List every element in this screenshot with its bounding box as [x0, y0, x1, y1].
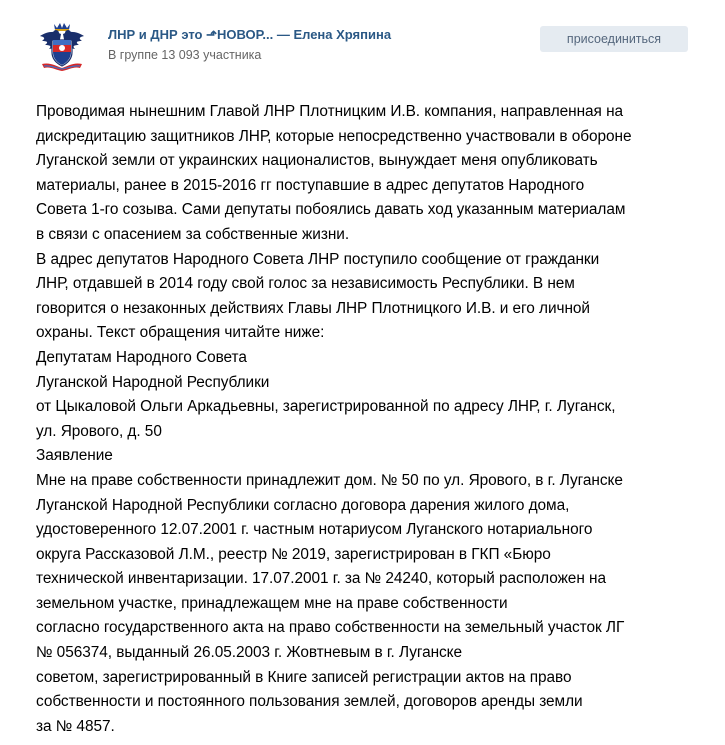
post-text-line: ул. Ярового, д. 50	[36, 422, 162, 440]
post-text-line: советом, зарегистрированный в Книге записей регистрации актов на право	[36, 668, 572, 686]
post-text-line: Луганской Народной Республики согласно договора дарения жилого дома,	[36, 496, 570, 514]
post-text-line: материалы, ранее в 2015-2016 гг поступавшие в адрес депутатов Народного	[36, 176, 585, 194]
group-members-count: В группе 13 093 участника	[108, 48, 262, 62]
post-header	[34, 18, 694, 74]
post-text-line: за № 4857.	[36, 717, 115, 735]
author-name-link[interactable]: Елена Хряпина	[293, 27, 392, 42]
post-text-line: Проводимая нынешним Главой ЛНР Плотницким И.В. компания, направленная на	[36, 103, 624, 120]
post-text-line: в связи с опасением за собственные жизни.	[36, 225, 350, 243]
join-group-button[interactable]: присоединиться	[540, 26, 688, 52]
post-text-line: согласно государственного акта на право собственности на земельный участок ЛГ	[36, 619, 625, 637]
post-text-line: Заявление	[36, 447, 113, 465]
post-text-line: дискредитацию защитников ЛНР, которые непосредственно участвовали в обороне	[36, 127, 632, 145]
post-text	[36, 100, 696, 739]
post-text-line: В адрес депутатов Народного Совета ЛНР поступило сообщение от гражданки	[36, 250, 600, 268]
author-separator: —	[276, 27, 290, 42]
post-text-line: № 056374, выданный 26.05.2003 г. Жовтневым в г. Луганске	[36, 644, 463, 662]
post-text-line: охраны. Текст обращения читайте ниже:	[36, 324, 325, 342]
post-text-line: Луганской земли от украинских националистов, вынуждает меня опубликовать	[36, 152, 598, 170]
post-text-line: округа Рассказовой Л.М., реестр № 2019, зарегистрирован в ГКП «Бюро	[36, 545, 551, 563]
post-text-line: технической инвентаризации. 17.07.2001 г. за № 24240, который расположен на	[36, 570, 606, 588]
post-text-line: от Цыкаловой Ольги Аркадьевны, зарегистрированной по адресу ЛНР, г. Луганск,	[36, 398, 616, 416]
post-text-line: ЛНР, отдавшей в 2014 году свой голос за независимость Республики. В нем	[36, 275, 575, 293]
author-line	[108, 27, 391, 43]
post-text-line: удостоверенного 12.07.2001 г. частным нотариусом Луганского нотариального	[36, 521, 593, 539]
group-avatar[interactable]	[34, 18, 90, 74]
post-text-line: Депутатам Народного Совета	[36, 348, 247, 366]
post-text-line: Совета 1-го созыва. Сами депутаты побоялись давать ход указанным материалам	[36, 201, 626, 219]
header-text	[108, 27, 391, 63]
post-text-line: говорится о незаконных действиях Главы ЛНР Плотницкого И.В. и его личной	[36, 299, 590, 317]
post-text-line: Луганской Народной Республики	[36, 373, 270, 391]
post-text-line: земельном участке, принадлежащем мне на праве собственности	[36, 594, 508, 612]
post-text-line: Мне на праве собственности принадлежит дом. № 50 по ул. Ярового, в г. Луганске	[36, 471, 623, 489]
coat-of-arms-icon	[34, 18, 90, 74]
group-name-link[interactable]: ЛНР и ДНР это ⬏НОВОР...	[108, 27, 274, 42]
post-text-line: собственности и постоянного пользования землей, договоров аренды земли	[36, 693, 583, 711]
